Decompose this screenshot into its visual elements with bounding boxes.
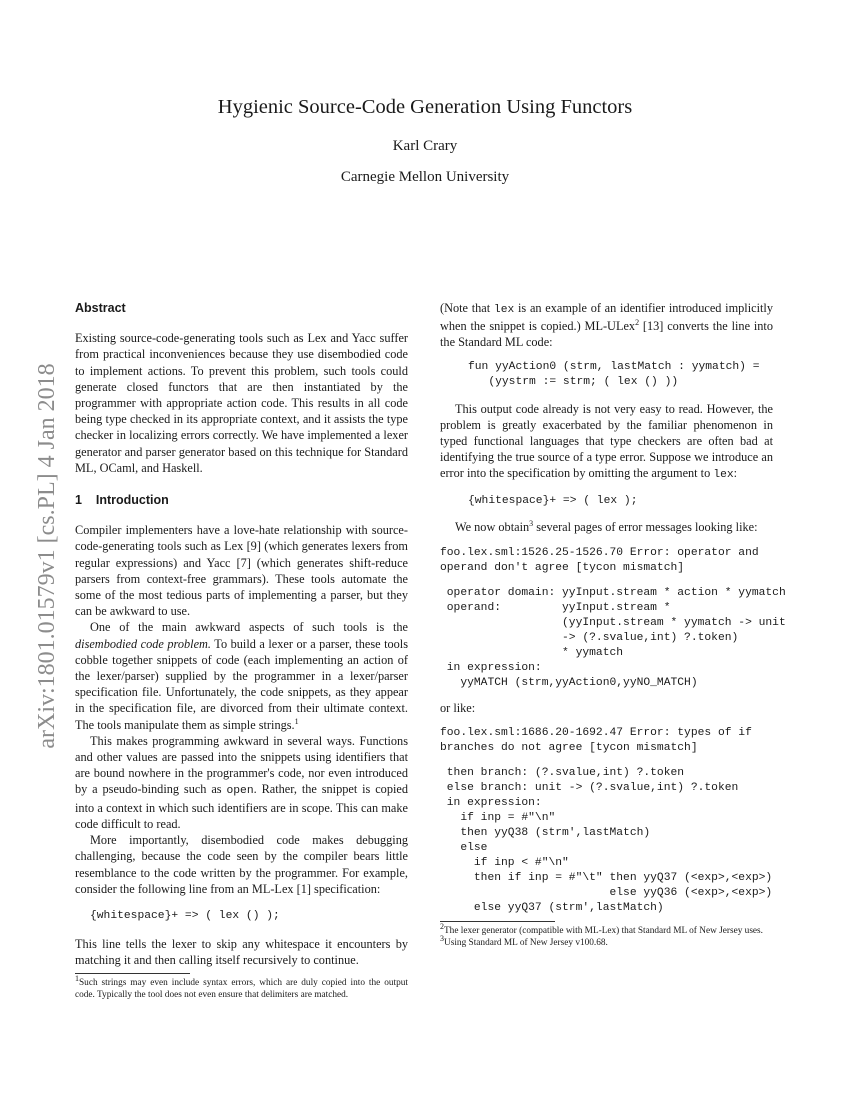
author-affiliation: Carnegie Mellon University [340, 169, 510, 185]
r3-text-b: several pages of error messages looking like: [533, 519, 758, 534]
footnote-1 [75, 974, 408, 1001]
p2-text-a: One of the main awkward aspects of such tools is the [90, 620, 408, 635]
footnote-ref-1: 1 [294, 716, 299, 726]
footnote-ref-2: 2 [635, 318, 640, 328]
intro-paragraph-1: Compiler implementers have a love-hate relationship with source-code-generating tools such as Lex [9] (which generates lexers from regular expressions) and Yacc [7] (which generates shift-reduce parsers from context-free grammars). These tools automate the some of the most tedious parts of implementing a parser, but they can be awkward to use. [75, 523, 408, 619]
right-paragraph-3 [440, 519, 773, 535]
footnote-ref-3: 3 [529, 518, 534, 528]
p3-text-b: . Rather, the snippet is copied into a context in which such identifiers are in scope. This can make code difficult to read. [75, 782, 408, 831]
error-message-2-header: foo.lex.sml:1686.20-1692.47 Error: types of if branches do not agree [tycon mismatch] [440, 727, 752, 755]
footnote-rule-right [440, 921, 555, 922]
r1-text-c: [13] converts the line into the Standard ML code: [440, 319, 773, 350]
r3-text-a: We now obtain [455, 519, 530, 534]
error-message-1-header: foo.lex.sml:1526.25-1526.70 Error: operator and operand don't agree [tycon mismatch] [440, 546, 759, 574]
footnote-3-mark: 3 [440, 933, 444, 943]
r2-text-b: : [733, 466, 738, 481]
right-paragraph-1 [440, 300, 773, 351]
footnote-3-text: Using Standard ML of New Jersey v100.68. [444, 937, 608, 948]
r2-text-a: This output code already is not very easy to read. However, the problem is greatly exacerbated by the familiar phenomenon in typed functional languages that type checkers are often bad at identifying the true source of a type error. Suppose we introduce an error into the specification by omitting the argument to [440, 401, 773, 481]
abstract-text: Existing source-code-generating tools such as Lex and Yacc suffer from practical inconveniences because they use disembodied code to implement actions. To prevent this problem, such tools could generate closed functors that are then instantiated by the programmer with appropriate action code. This results in all code being type checked in its appropriate context, and it assists the type checker in localizing errors correctly. We have implemented a lexer generator and parser generator based on this technique for Standard ML, OCaml, and Haskell. [75, 331, 408, 475]
footnote-rule [75, 973, 190, 974]
footnote-3 [440, 933, 773, 950]
footnote-2-mark: 2 [440, 921, 444, 931]
code-block-yyaction: fun yyAction0 (strm, lastMatch : yymatch) = (yystrm := strm; ( lex () )) [468, 360, 760, 388]
p3-text-a: This makes programming awkward in several ways. Functions and other values are passed into the snippets using identifiers that are bound nowhere in the programmer's code, nor even introduced by a pseudo-binding such as [75, 733, 408, 797]
arxiv-stamp: arXiv:1801.01579v1 [cs.PL] 4 Jan 2018 [34, 363, 60, 749]
error-message-2-body: then branch: (?.svalue,int) ?.token else branch: unit -> (?.svalue,int) ?.token in expression: if inp = #"\n" then yyQ38 (strm',lastMatch) else if inp < #"\n" then if inp = #"\t" then yyQ37 (<exp>,<exp>) else yyQ36 (<exp>,<exp>) else yyQ37 (strm',lastMatch) [446, 767, 773, 915]
code-block-lex-rule: {whitespace}+ => ( lex () ); [90, 909, 280, 922]
intro-paragraph-3 [75, 733, 408, 832]
author-name: Karl Crary [392, 138, 458, 154]
inline-code-lex-2: lex [713, 469, 734, 482]
footnote-2 [440, 921, 773, 938]
right-column [440, 300, 786, 949]
code-block-erroneous-rule: {whitespace}+ => ( lex ); [468, 494, 638, 507]
inline-code-open: open [226, 785, 254, 798]
abstract-heading: Abstract [75, 301, 126, 315]
section-number: 1 [75, 493, 82, 508]
paper-title: Hygienic Source-Code Generation Using Functors [217, 96, 633, 118]
intro-paragraph-2 [75, 619, 408, 732]
inline-code-lex: lex [493, 304, 515, 316]
or-like-text: or like: [440, 700, 476, 715]
error-message-1-body: operator domain: yyInput.stream * action * yymatch operand: yyInput.stream * (yyInput.stream * yymatch -> unit -> (?.svalue,int) ?.token) * yymatch in expression: yyMATCH (strm,yyAction0,yyNO_MATCH) [446, 586, 786, 689]
footnote-1-mark: 1 [75, 974, 79, 984]
p2-emphasis: disembodied code problem. [75, 636, 211, 651]
section-title: Introduction [95, 493, 169, 508]
p2-text-b: To build a lexer or a parser, these tools cobble together snippets of code (each implementing an action of the lexer/parser) supplied by the programmer in a lexer/parser specification file. Unfortunately, the code snippets, as they appear in the specification file, are divorced from their ultimate context. The tools manipulate them as simple strings. [75, 636, 408, 732]
left-column [75, 300, 408, 1001]
footnote-2-text: The lexer generator (compatible with ML-Lex) that Standard ML of New Jersey uses. [444, 926, 763, 937]
footnote-1-text: Such strings may even include syntax errors, which are duly copied into the output code. Typically the tool does not even ensure that delimiters are matched. [75, 978, 408, 1000]
intro-paragraph-4: More importantly, disembodied code makes debugging challenging, because the code seen by the compiler bears little resemblance to the code written by the programmer. For example, consider the following line from an ML-Lex [1] specification: [75, 833, 408, 896]
r1-text-b: is an example of an identifier introduced implicitly when the snippet is copied.) ML-ULex [440, 301, 773, 334]
section-heading [75, 492, 408, 508]
intro-paragraph-5: This line tells the lexer to skip any whitespace it encounters by matching it and then calling itself recursively to continue. [75, 936, 408, 968]
right-paragraph-2 [440, 401, 773, 484]
r1-text-a: (Note that [440, 301, 494, 315]
